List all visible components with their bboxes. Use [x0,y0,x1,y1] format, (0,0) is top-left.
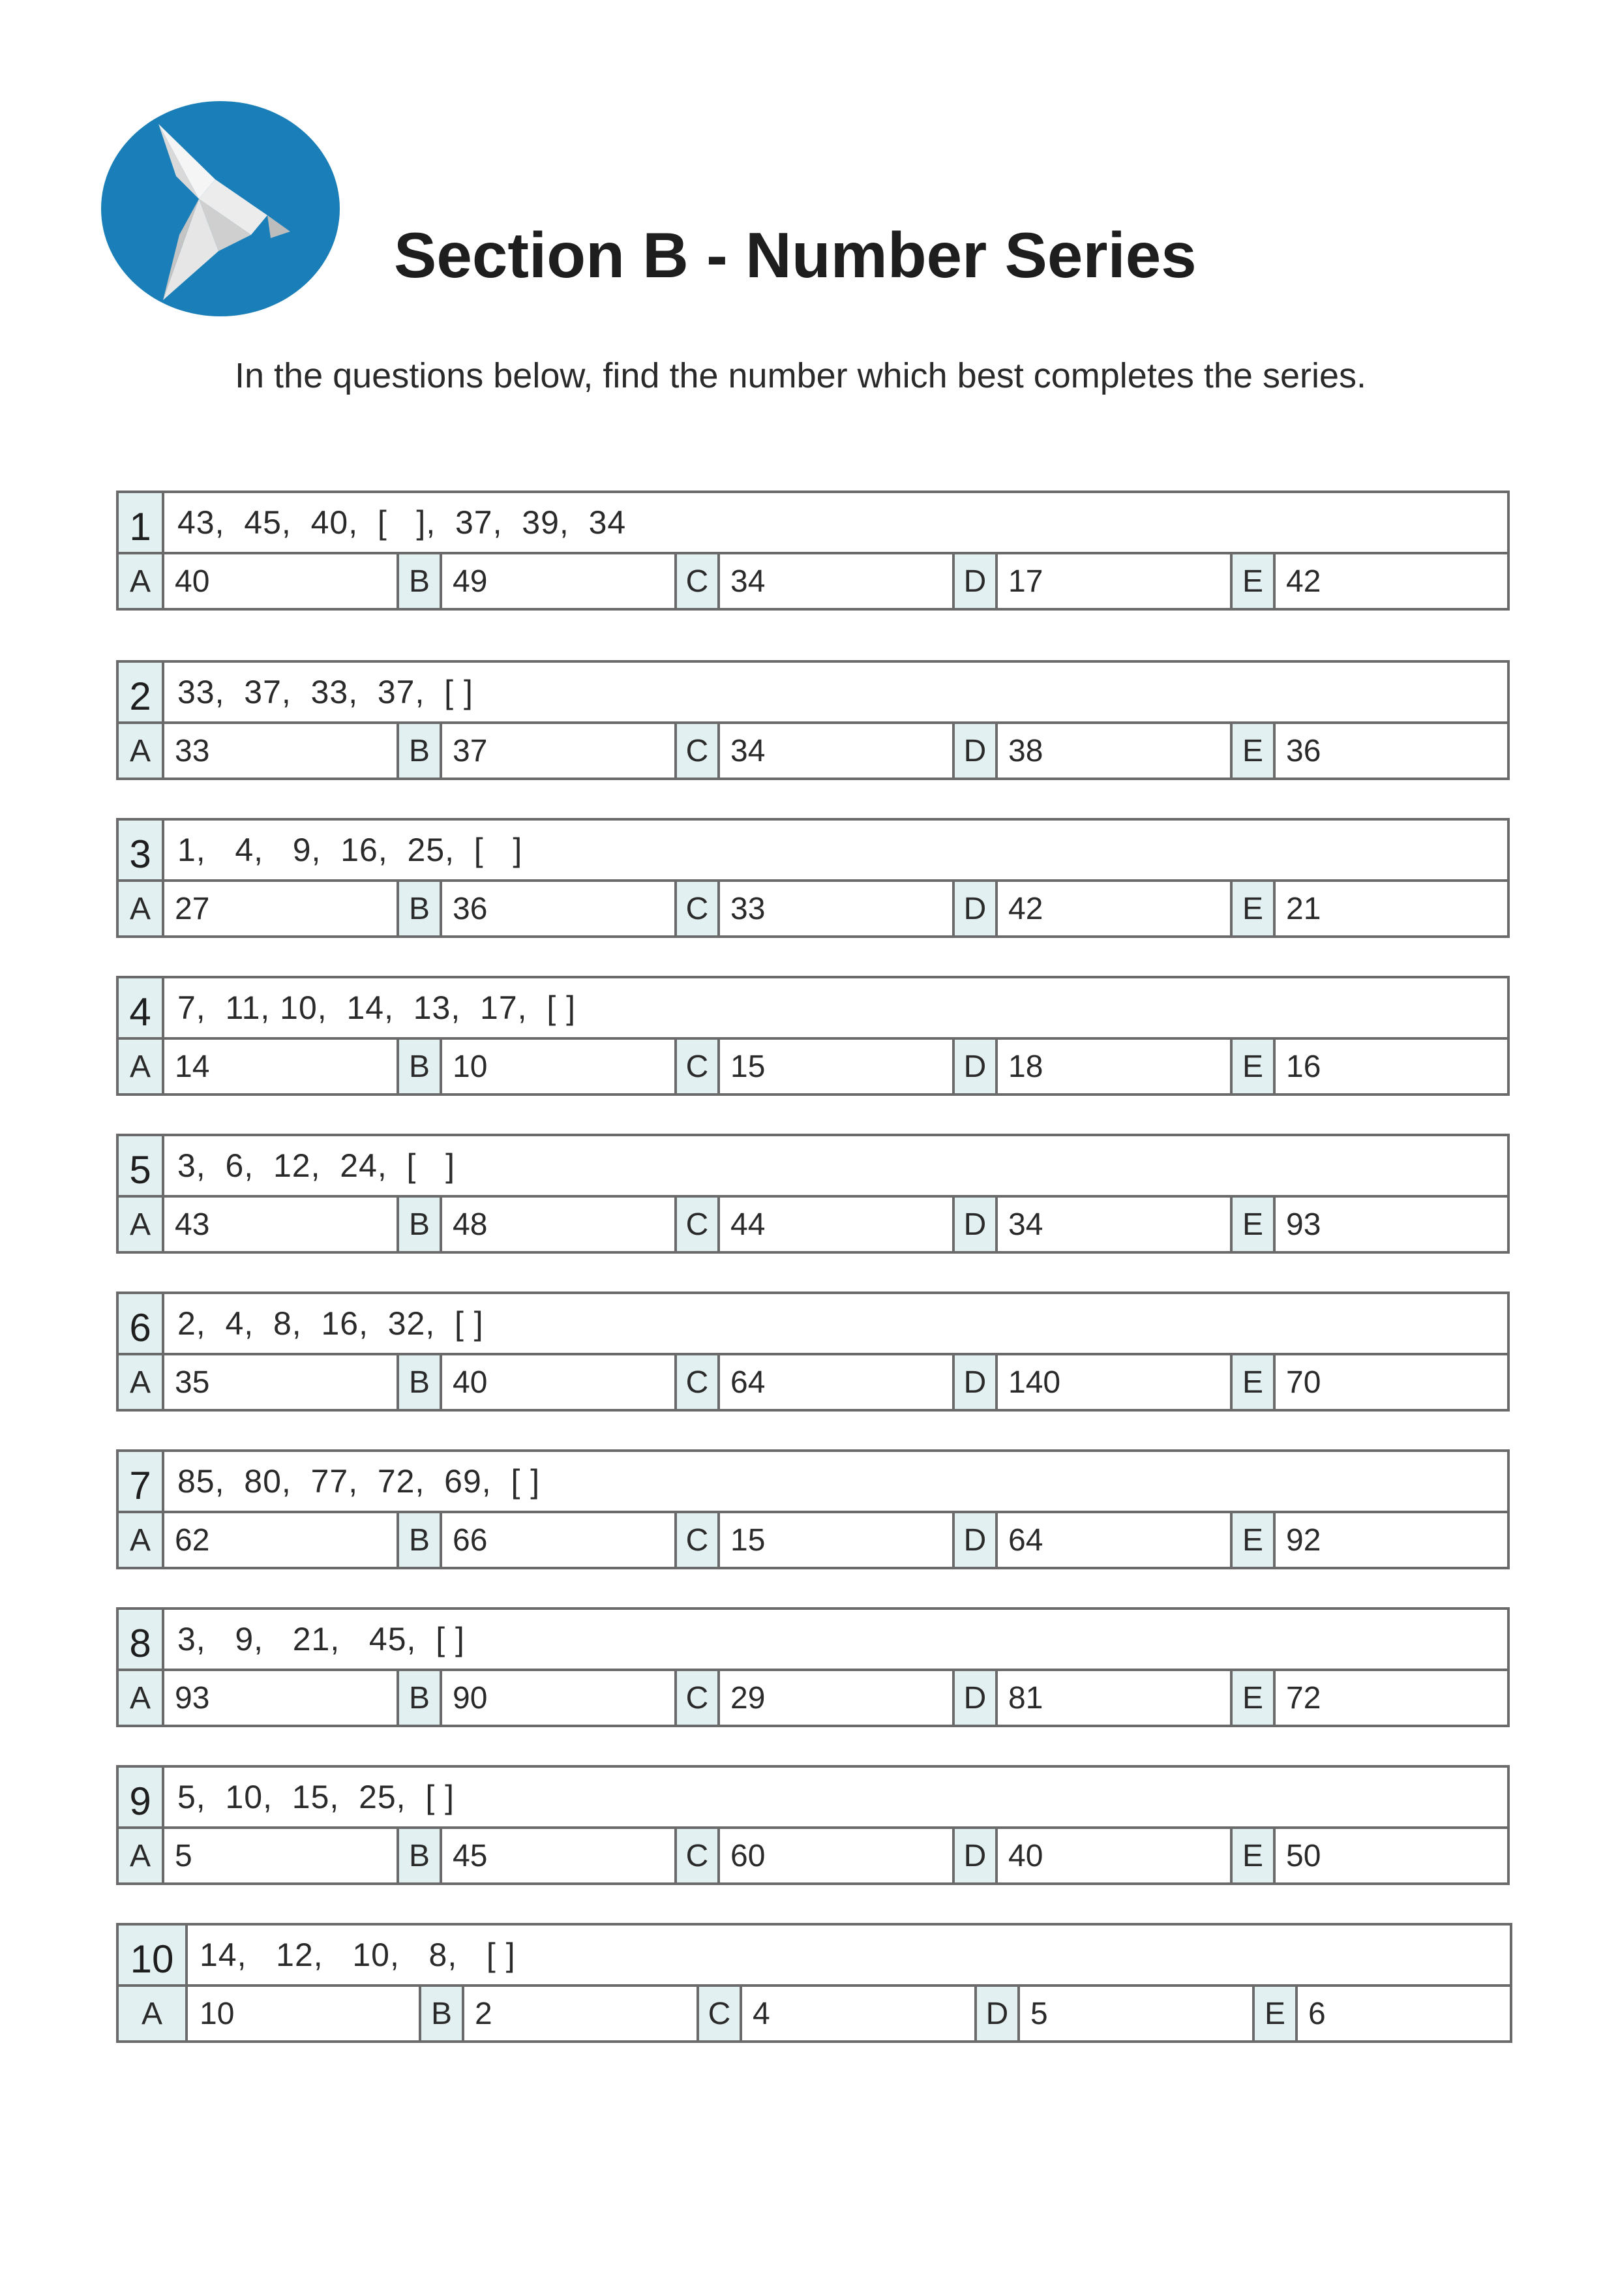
option-a-value[interactable]: 93 [175,1680,210,1715]
question-number: 8 [119,1610,164,1669]
options-row [119,1198,1507,1251]
option-c-letter: C [674,1829,720,1882]
option-c-letter: C [674,1198,720,1251]
number-series: 5, 10, 15, 25, [ ] [177,1779,455,1815]
question-header [119,1926,1510,1987]
option-e-value[interactable]: 72 [1286,1680,1321,1715]
option-d-value[interactable]: 18 [1008,1049,1043,1084]
question-number: 5 [119,1136,164,1195]
option-e-value[interactable]: 36 [1286,733,1321,768]
option-c-value[interactable]: 15 [730,1522,766,1558]
option-d-value[interactable]: 64 [1008,1522,1043,1558]
number-series: 7, 11, 10, 14, 13, 17, [ ] [177,989,577,1026]
option-a-value[interactable]: 43 [175,1207,210,1242]
option-a-value[interactable]: 33 [175,733,210,768]
option-b-value[interactable]: 36 [453,891,488,926]
option-e-value[interactable]: 70 [1286,1365,1321,1400]
question-number: 7 [119,1452,164,1511]
question-header [119,1294,1507,1355]
question-2 [116,660,1510,780]
option-e-value[interactable]: 21 [1286,891,1321,926]
option-d-value[interactable]: 42 [1008,891,1043,926]
question-4 [116,976,1510,1096]
option-d-value[interactable]: 38 [1008,733,1043,768]
option-b-letter: B [397,554,442,608]
option-a-value[interactable]: 40 [175,564,210,599]
option-c-letter: C [674,1355,720,1409]
option-b-value[interactable]: 40 [453,1365,488,1400]
option-d-letter: D [952,1198,998,1251]
option-b-letter: B [397,1040,442,1093]
option-e-letter: E [1230,1355,1276,1409]
question-3 [116,818,1510,938]
question-5 [116,1134,1510,1254]
origami-bird-icon [101,101,340,316]
option-b-value[interactable]: 45 [453,1838,488,1873]
option-a-value[interactable]: 35 [175,1365,210,1400]
question-number: 4 [119,978,164,1037]
number-series: 14, 12, 10, 8, [ ] [200,1937,516,1973]
number-series: 2, 4, 8, 16, 32, [ ] [177,1305,484,1342]
question-header [119,663,1507,724]
option-e-letter: E [1230,554,1276,608]
option-d-letter: D [952,1040,998,1093]
option-a-letter: A [119,1987,188,2040]
option-b-letter: B [397,882,442,935]
question-number: 3 [119,821,164,879]
option-a-value[interactable]: 62 [175,1522,210,1558]
question-header [119,1452,1507,1513]
question-number: 2 [119,663,164,721]
option-d-letter: D [952,1829,998,1882]
option-a-letter: A [119,554,164,608]
option-a-letter: A [119,1198,164,1251]
options-row [119,1513,1507,1567]
options-row [119,554,1507,608]
question-header [119,1136,1507,1198]
option-d-value[interactable]: 5 [1030,1996,1048,2031]
option-c-value[interactable]: 33 [730,891,766,926]
options-row [119,1355,1507,1409]
number-series: 85, 80, 77, 72, 69, [ ] [177,1463,541,1500]
number-series: 1, 4, 9, 16, 25, [ ] [177,832,523,868]
option-a-letter: A [119,1671,164,1725]
option-b-value[interactable]: 37 [453,733,488,768]
option-e-letter: E [1230,1829,1276,1882]
option-d-value[interactable]: 40 [1008,1838,1043,1873]
option-a-letter: A [119,1829,164,1882]
option-e-value[interactable]: 50 [1286,1838,1321,1873]
question-number: 6 [119,1294,164,1353]
option-a-value[interactable]: 10 [200,1996,235,2031]
question-10 [116,1923,1512,2043]
option-b-letter: B [397,1198,442,1251]
option-e-letter: E [1252,1987,1298,2040]
question-number: 1 [119,493,164,552]
option-c-letter: C [674,1040,720,1093]
option-d-letter: D [952,882,998,935]
option-c-letter: C [674,1671,720,1725]
option-b-letter: B [397,1355,442,1409]
instructions: In the questions below, find the number which best completes the series. [235,356,1366,395]
option-a-value[interactable]: 27 [175,891,210,926]
question-9 [116,1765,1510,1885]
option-c-value[interactable]: 60 [730,1838,766,1873]
options-row [119,1829,1507,1882]
options-row [119,882,1507,935]
number-series: 3, 9, 21, 45, [ ] [177,1621,465,1657]
options-row [119,1987,1510,2040]
option-d-value[interactable]: 17 [1008,564,1043,599]
option-c-value[interactable]: 4 [753,1996,770,2031]
question-header [119,978,1507,1040]
option-a-letter: A [119,1040,164,1093]
number-series: 33, 37, 33, 37, [ ] [177,674,473,710]
option-e-value[interactable]: 92 [1286,1522,1321,1558]
option-c-letter: C [674,554,720,608]
option-c-value[interactable]: 34 [730,733,766,768]
option-b-value[interactable]: 49 [453,564,488,599]
option-e-letter: E [1230,1671,1276,1725]
option-e-letter: E [1230,724,1276,778]
option-b-value[interactable]: 90 [453,1680,488,1715]
option-d-value[interactable]: 140 [1008,1365,1061,1400]
option-d-value[interactable]: 81 [1008,1680,1043,1715]
question-header [119,1768,1507,1829]
option-e-value[interactable]: 16 [1286,1049,1321,1084]
option-a-letter: A [119,1513,164,1567]
option-e-value[interactable]: 42 [1286,564,1321,599]
option-d-letter: D [952,554,998,608]
question-8 [116,1607,1510,1727]
option-c-value[interactable]: 15 [730,1049,766,1084]
question-number: 10 [119,1926,188,1984]
option-c-letter: C [674,1513,720,1567]
option-c-value[interactable]: 64 [730,1365,766,1400]
question-header [119,821,1507,882]
option-b-value[interactable]: 66 [453,1522,488,1558]
option-b-letter: B [397,1829,442,1882]
option-e-letter: E [1230,1513,1276,1567]
options-row [119,1671,1507,1725]
question-7 [116,1449,1510,1569]
option-b-value[interactable]: 48 [453,1207,488,1242]
option-d-letter: D [952,1355,998,1409]
option-a-letter: A [119,1355,164,1409]
option-c-letter: C [674,882,720,935]
option-b-value[interactable]: 2 [475,1996,492,2031]
option-e-value[interactable]: 6 [1308,1996,1326,2031]
question-number: 9 [119,1768,164,1826]
option-d-letter: D [952,1671,998,1725]
option-a-value[interactable]: 14 [175,1049,210,1084]
option-e-value[interactable]: 93 [1286,1207,1321,1242]
option-a-letter: A [119,882,164,935]
option-a-letter: A [119,724,164,778]
option-b-letter: B [419,1987,464,2040]
option-e-letter: E [1230,1198,1276,1251]
question-1 [116,491,1510,611]
options-row [119,1040,1507,1093]
option-b-letter: B [397,1513,442,1567]
question-header [119,493,1507,554]
option-e-letter: E [1230,1040,1276,1093]
option-c-letter: C [674,724,720,778]
number-series: 43, 45, 40, [ ], 37, 39, 34 [177,504,627,541]
page-title: Section B - Number Series [394,219,1197,291]
option-c-value[interactable]: 29 [730,1680,766,1715]
question-6 [116,1292,1510,1412]
option-b-value[interactable]: 10 [453,1049,488,1084]
option-b-letter: B [397,724,442,778]
option-d-value[interactable]: 34 [1008,1207,1043,1242]
option-e-letter: E [1230,882,1276,935]
option-d-letter: D [952,1513,998,1567]
option-d-letter: D [974,1987,1020,2040]
option-c-value[interactable]: 44 [730,1207,766,1242]
option-b-letter: B [397,1671,442,1725]
option-d-letter: D [952,724,998,778]
option-a-value[interactable]: 5 [175,1838,192,1873]
options-row [119,724,1507,778]
option-c-value[interactable]: 34 [730,564,766,599]
option-c-letter: C [697,1987,742,2040]
number-series: 3, 6, 12, 24, [ ] [177,1147,456,1184]
question-header [119,1610,1507,1671]
